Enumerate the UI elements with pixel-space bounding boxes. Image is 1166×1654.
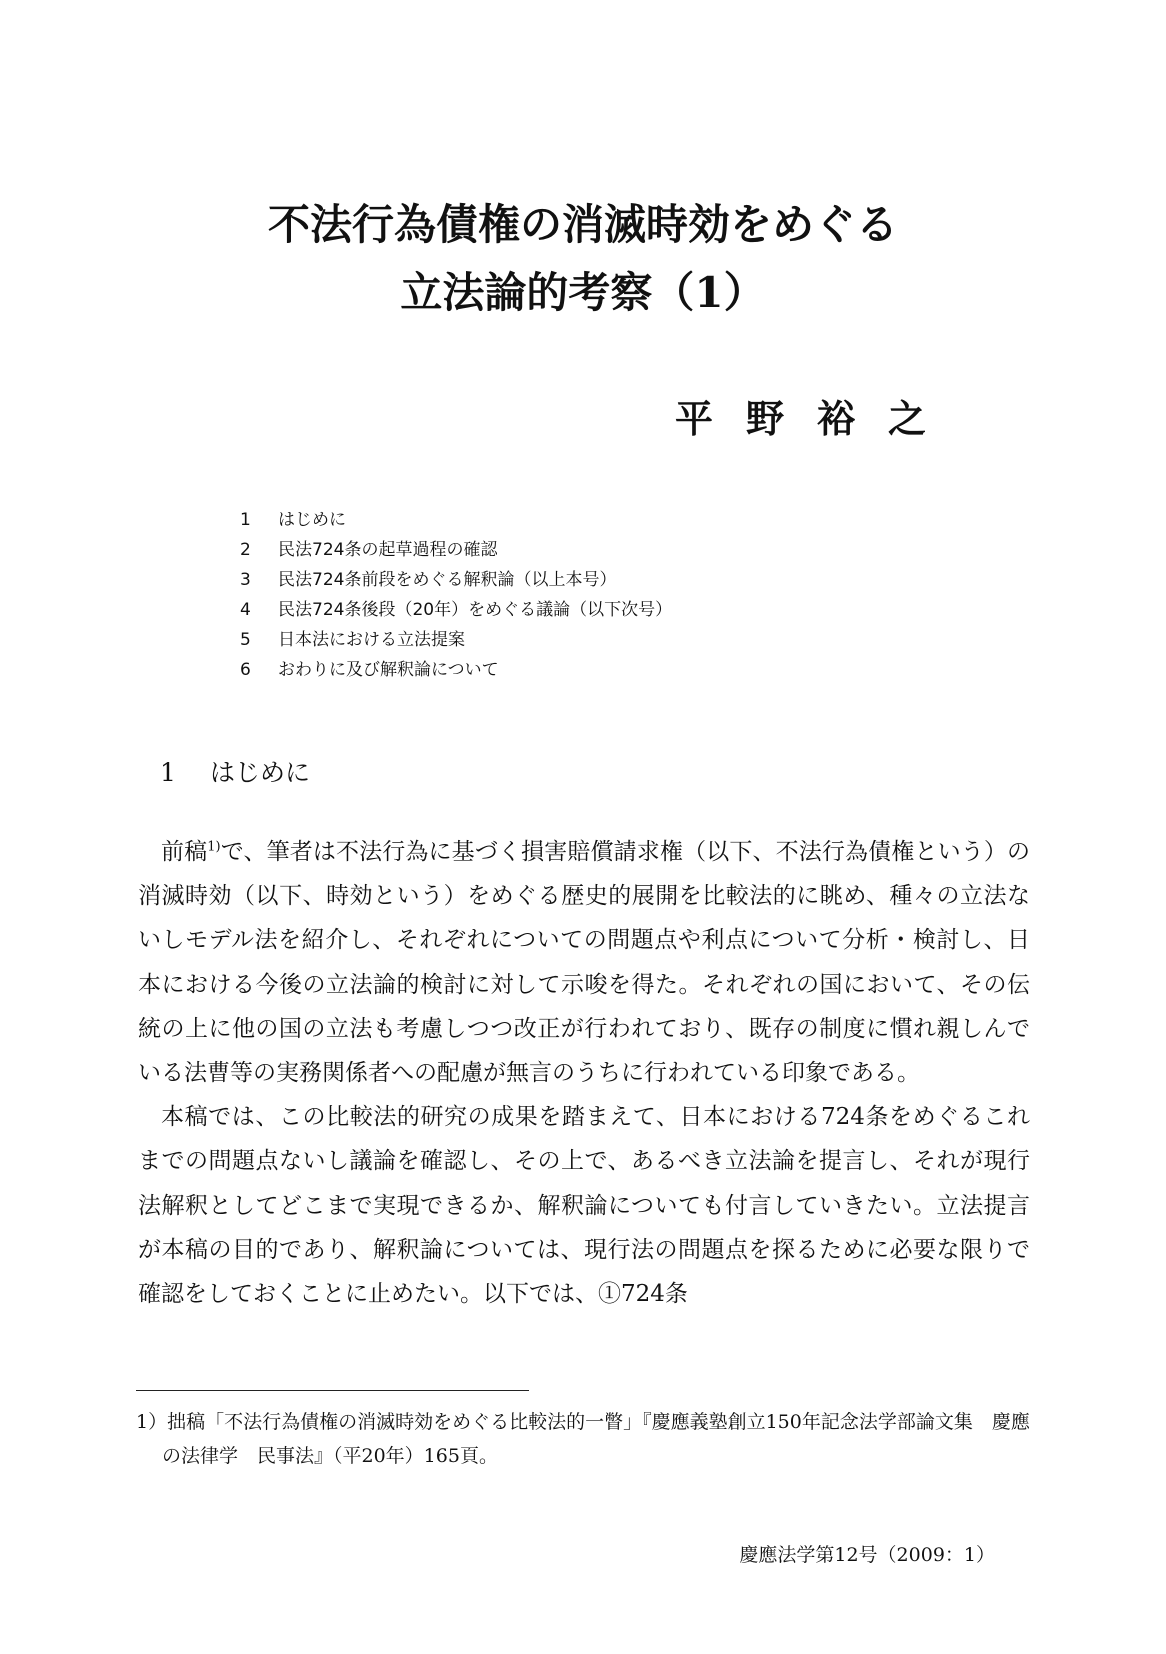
- paper-title-line-2: 立法論的考察（1）: [400, 268, 766, 317]
- section-title: はじめに: [210, 758, 311, 787]
- body-text: [138, 830, 1030, 1316]
- footnote-divider: [136, 1390, 529, 1391]
- paper-title-line-1: 不法行為債権の消滅時効をめぐる: [267, 200, 898, 249]
- table-of-contents: [240, 505, 672, 685]
- section-number: 1: [160, 758, 176, 787]
- footnote: 1）拙稿「不法行為債権の消滅時効をめぐる比較法的一瞥」『慶應義塾創立150年記念法学部論文集 慶應の法律学 民事法』（平20年）165頁。: [136, 1411, 1030, 1467]
- toc-item: 5 日本法における立法提案: [240, 630, 465, 650]
- toc-item: 6 おわりに及び解釈論について: [240, 660, 499, 680]
- footnote-marker: 1): [207, 839, 221, 855]
- journal-citation: 慶應法学第12号（2009：1）: [739, 1544, 995, 1566]
- toc-item: 1 はじめに: [240, 510, 346, 530]
- toc-item: 2 民法724条の起草過程の確認: [240, 540, 498, 560]
- toc-item: 4 民法724条後段（20年）をめぐる議論（以下次号）: [240, 600, 673, 620]
- paragraph-2: 本稿では、この比較法的研究の成果を踏まえて、日本における724条をめぐるこれまでの問題点ないし議論を確認し、その上で、あるべき立法論を提言し、それが現行法解釈としてどこまで実現できるか、解釈論についても付言していきたい。立法提言が本稿の目的であり、解釈論については、現行法の問題点を探るために必要な限りで確認をしておくことに止めたい。以下では、①724条: [138, 1104, 1030, 1308]
- toc-item: 3 民法724条前段をめぐる解釈論（以上本号）: [240, 570, 617, 590]
- section-heading: [160, 760, 310, 785]
- paragraph-1: 前稿$^{1)}$で、筆者は不法行為に基づく損害賠償請求権（以下、不法行為債権という）の消滅時効（以下、時効という）をめぐる歴史的展開を比較法的に眺め、種々の立法ないしモデル法を紹介し、それぞれについての問題点や利点について分析・検討し、日本における今後の立法論的検討に対して示唆を得た。それぞれの国において、その伝統の上に他の国の立法も考慮しつつ改正が行われており、既存の制度に慣れ親しんでいる法曹等の実務関係者への配慮が無言のうちに行われている印象である。: [138, 839, 1030, 1087]
- author-name: 平野裕之: [675, 396, 960, 441]
